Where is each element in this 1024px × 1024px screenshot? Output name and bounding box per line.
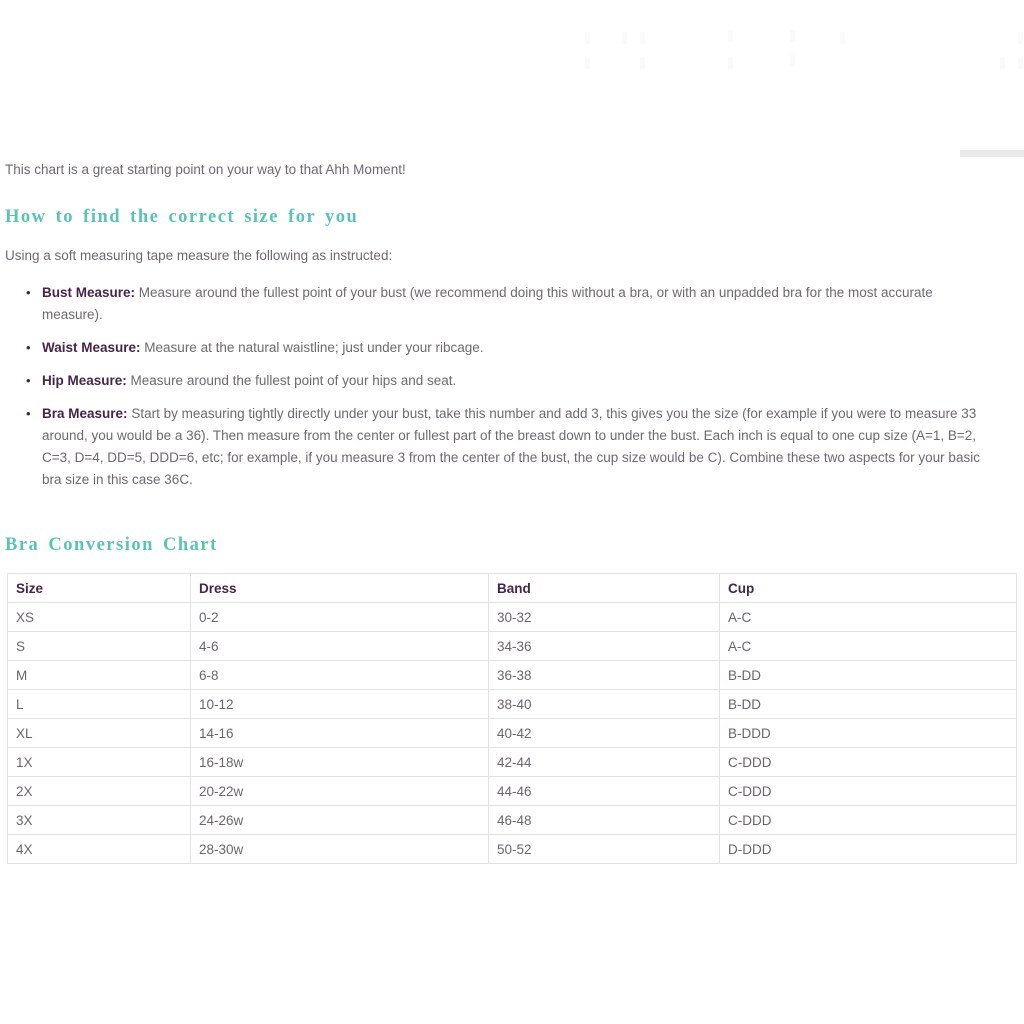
cell-cup: D-DDD — [720, 835, 1017, 864]
table-row — [8, 719, 1017, 748]
faded-artifact — [790, 55, 795, 67]
cell-size: S — [8, 632, 191, 661]
bullet-text: Measure around the fullest point of your hips and seat. — [130, 373, 457, 388]
bullet-label: Bra Measure: — [42, 406, 128, 421]
table-row — [8, 690, 1017, 719]
cell-cup: C-DDD — [720, 806, 1017, 835]
faded-artifact — [1018, 57, 1023, 69]
cell-band: 30-32 — [489, 603, 720, 632]
cell-dress: 4-6 — [191, 632, 489, 661]
cell-cup: B-DD — [720, 661, 1017, 690]
cell-band: 38-40 — [489, 690, 720, 719]
cell-dress: 0-2 — [191, 603, 489, 632]
cell-size: 3X — [8, 806, 191, 835]
list-item-bra-measure — [42, 403, 994, 491]
faded-artifact — [585, 57, 590, 69]
table-row — [8, 835, 1017, 864]
cell-cup: C-DDD — [720, 748, 1017, 777]
bullet-label: Bust Measure: — [42, 285, 136, 300]
column-header-band: Band — [489, 574, 720, 603]
cell-size: 4X — [8, 835, 191, 864]
cell-size: L — [8, 690, 191, 719]
bullet-label: Hip Measure: — [42, 373, 127, 388]
cell-cup: A-C — [720, 603, 1017, 632]
cell-dress: 6-8 — [191, 661, 489, 690]
cell-cup: A-C — [720, 632, 1017, 661]
intro-text: This chart is a great starting point on your way to that Ahh Moment! — [5, 162, 406, 177]
cell-size: M — [8, 661, 191, 690]
cell-size: 1X — [8, 748, 191, 777]
cell-band: 40-42 — [489, 719, 720, 748]
faded-artifact — [840, 32, 845, 44]
bullet-text: Start by measuring tightly directly under your bust, take this number and add 3, this gives you the size (for example if you were to measure 33 around, you would be a 36). Then measure from the center or fullest part of the breast down to under the bust. Each inch is equal to one cup size (A=1, B=2, C=3, D=4, DD=5, DDD=6, etc; for example, if you measure 3 from the center of the bust, the cup size would be C). Combine these two aspects for your basic bra size in this case 36C. — [42, 406, 980, 487]
cell-band: 36-38 — [489, 661, 720, 690]
faded-artifact — [622, 32, 627, 44]
faded-artifact — [790, 30, 795, 42]
bullet-label: Waist Measure: — [42, 340, 141, 355]
list-item-hip-measure — [42, 370, 994, 392]
table-row — [8, 661, 1017, 690]
list-item-bust-measure — [42, 282, 994, 326]
cell-cup: B-DD — [720, 690, 1017, 719]
cell-dress: 10-12 — [191, 690, 489, 719]
cell-cup: C-DDD — [720, 777, 1017, 806]
measure-list — [42, 282, 994, 502]
cell-band: 50-52 — [489, 835, 720, 864]
table-row — [8, 806, 1017, 835]
faded-artifact — [1018, 32, 1023, 44]
cell-cup: B-DDD — [720, 719, 1017, 748]
table-header-row — [8, 574, 1017, 603]
faded-artifact — [728, 57, 733, 69]
cell-dress: 16-18w — [191, 748, 489, 777]
column-header-cup: Cup — [720, 574, 1017, 603]
cell-size: 2X — [8, 777, 191, 806]
table-row — [8, 777, 1017, 806]
cell-dress: 28-30w — [191, 835, 489, 864]
cell-band: 34-36 — [489, 632, 720, 661]
bullet-text: Measure around the fullest point of your bust (we recommend doing this without a bra, or with an unpadded bra for the most accurate measure). — [42, 285, 933, 322]
faded-artifact — [1000, 57, 1005, 69]
table-row — [8, 748, 1017, 777]
cell-band: 44-46 — [489, 777, 720, 806]
conversion-chart-heading: Bra Conversion Chart — [5, 535, 218, 555]
cell-band: 46-48 — [489, 806, 720, 835]
cell-size: XS — [8, 603, 191, 632]
faded-artifact — [640, 32, 645, 44]
faded-artifact — [640, 57, 645, 69]
cell-size: XL — [8, 719, 191, 748]
bra-conversion-table — [7, 573, 1017, 864]
cell-dress: 24-26w — [191, 806, 489, 835]
table-row — [8, 632, 1017, 661]
faded-artifact — [585, 32, 590, 44]
cell-dress: 20-22w — [191, 777, 489, 806]
column-header-size: Size — [8, 574, 191, 603]
cell-band: 42-44 — [489, 748, 720, 777]
lead-text: Using a soft measuring tape measure the following as instructed: — [5, 248, 393, 263]
table-row — [8, 603, 1017, 632]
cell-dress: 14-16 — [191, 719, 489, 748]
bullet-text: Measure at the natural waistline; just under your ribcage. — [144, 340, 484, 355]
column-header-dress: Dress — [191, 574, 489, 603]
list-item-waist-measure — [42, 337, 994, 359]
faded-artifact — [728, 30, 733, 42]
scrollbar-thumb-fragment[interactable] — [960, 150, 1024, 157]
how-to-heading: How to find the correct size for you — [5, 207, 359, 227]
